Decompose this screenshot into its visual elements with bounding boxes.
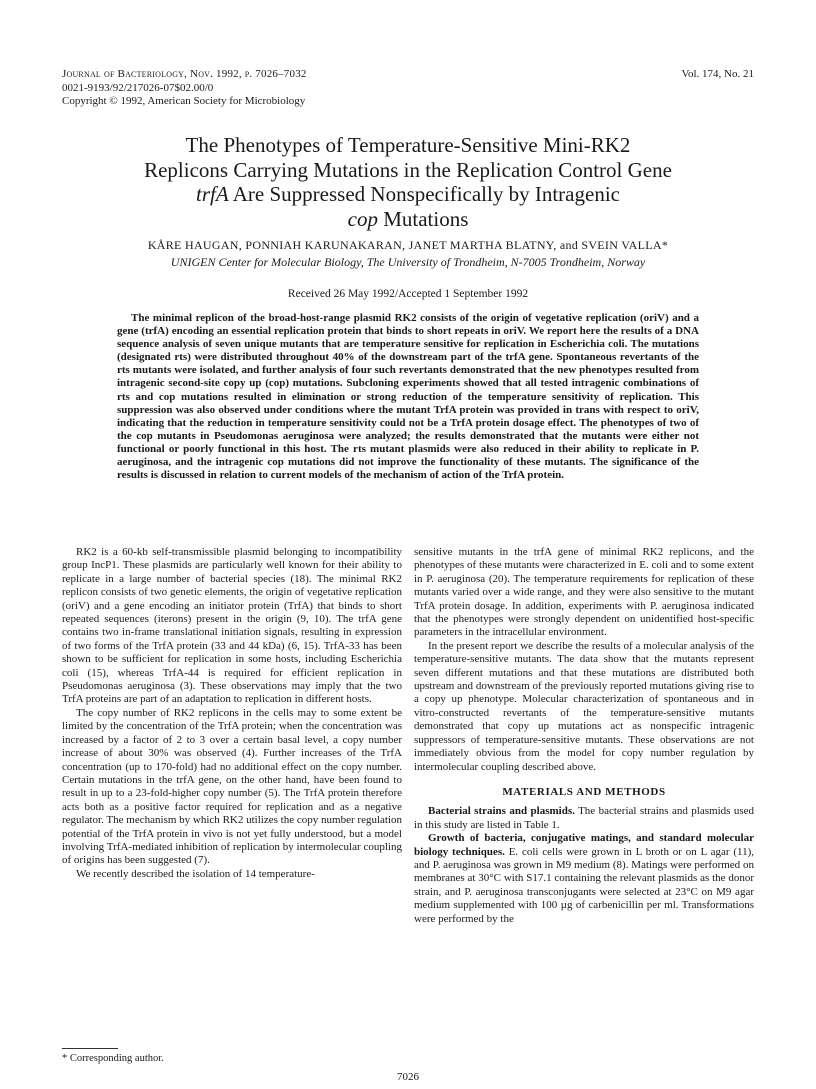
body-paragraph: RK2 is a 60-kb self-transmissible plasmid belonging to incompatibility group IncP1. These plasmids are particularly well known for their ability to replicate in a large number of bacterial species (18). The minimal RK2 replicon consists of two genetic elements, the origin of vegetative replication (oriV) and a gene encoding an initiator protein (TrfA) that binds to short repeated sequences (iterons) present in the origin (9, 10). The trfA gene contains two in-frame translational initiation signals, resulting in expression of two forms of the TrfA protein (33 and 44 kDa) (6, 15). TrfA-33 has been shown to be sufficient for replication in some hosts, including Escherichia coli (15), whereas TrfA-44 is required for efficient replication in Pseudomonas aeruginosa (3). These observations may imply that the two TrfA proteins are part of an adaptation to replication in different hosts. [62, 546, 402, 706]
footnote: * Corresponding author. [62, 1053, 164, 1064]
abstract: The minimal replicon of the broad-host-range plasmid RK2 consists of the origin of vegetative replication (oriV) and a gene (trfA) encoding an essential replication protein that binds to short repeats in oriV. We report here the results of a DNA sequence analysis of seven unique mutants that are temperature sensitive for replication in Escherichia coli. The mutations (designated rts) were distributed throughout 40% of the downstream part of the trfA gene. Spontaneous revertants of the rts mutants were isolated, and further analysis of four such revertants demonstrated that the new phenotypes resulted from intragenic second-site copy up (cop) mutations. Subcloning experiments showed that all tested intragenic combinations of rts and cop mutations resulted in elimination or strong reduction of the temperature sensitivity of replication. This suppression was also observed under conditions where the mutant TrfA protein was provided in trans with respect to oriV, indicating that the reduction in temperature sensitivity could not be a TrfA protein dosage effect. The phenotypes of two of the cop mutants in Pseudomonas aeruginosa were analyzed; the results demonstrated that the mutants were either not functional or poorly functional in this host. The rts mutant plasmids were also reduced in their ability to replicate in P. aeruginosa, and the intragenic cop mutations did not improve the functionality of these mutants. The significance of the results is discussed in relation to current models of the mechanism of action of the TrfA protein. [117, 312, 699, 482]
footnote-divider [62, 1048, 118, 1049]
body-paragraph [414, 805, 754, 832]
affiliation: UNIGEN Center for Molecular Biology, The University of Trondheim, N-7005 Trondheim, Norway [170, 255, 646, 269]
run-in-heading: Bacterial strains and plasmids. [428, 805, 575, 818]
title-line-1: The Phenotypes of Temperature-Sensitive Mini-RK2 [185, 133, 631, 157]
body-paragraph: In the present report we describe the results of a molecular analysis of the temperature-sensitive mutants. The data show that the mutants represent seven different mutations and that these mutations are distributed both upstream and downstream of the previously reported mutations giving rise to a copy up phenotype. Molecular characterization of spontaneous and in vitro-constructed revertants of the temperature-sensitive mutants demonstrated that copy up mutations act as nonspecific intragenic suppressors of temperature-sensitive mutants. These observations are not immediately obvious from the model for copy number regulation by intermolecular coupling described above. [414, 639, 754, 773]
page-number: 7026 [397, 1071, 419, 1083]
paragraph-text: The bacterial strains and plasmids used in this study are listed in Table 1. [414, 805, 755, 831]
title-line-4-rest: Mutations [377, 206, 469, 231]
author-list: KÅRE HAUGAN, PONNIAH KARUNAKARAN, JANET MARTHA BLATNY, and SVEIN VALLA* [147, 238, 669, 252]
title-line-3-rest: Are Suppressed Nonspecifically by Intragenic [228, 182, 620, 206]
title-line-3 [60, 182, 756, 207]
article-code: 0021-9193/92/217026-07$02.00/0 [62, 81, 214, 94]
received-dates: Received 26 May 1992/Accepted 1 September 1992 [287, 288, 529, 300]
body-paragraph: We recently described the isolation of 14 temperature- [76, 867, 315, 880]
running-header [62, 68, 307, 109]
title-cop-word: cop [347, 206, 378, 231]
volume-label: Vol. 174, No. 21 [681, 68, 754, 80]
title-line-4 [60, 207, 756, 232]
body-paragraph: The copy number of RK2 replicons in the cells may to some extent be limited by the concentration of the TrfA protein; when the concentration was increased by a factor of 2 to 3 over a certain basal level, a copy number increase of about 30% was observed (4). Further increases of the TrfA concentration (up to 170-fold) had no additional effect on the copy number. Certain mutations in the trfA gene, on the other hand, have been found to result in up to a 23-fold-higher copy number (5). The TrfA protein therefore acts both as a positive factor required for replication and as a negative regulator. The mechanism by which RK2 utilizes the copy number regulation potential of the TrfA protein in vivo is not yet fully understood, but a model involving TrfA-mediated inhibition of replication by intermolecular coupling of origins has been suggested (7). [62, 706, 402, 867]
copyright-line: Copyright © 1992, American Society for Microbiology [62, 95, 306, 107]
title-line-2: Replicons Carrying Mutations in the Replication Control Gene [144, 157, 672, 182]
title-gene-name: trfA [196, 182, 229, 206]
body-paragraph: sensitive mutants in the trfA gene of minimal RK2 replicons, and the phenotypes of these mutants were characterized in E. coli and to some extent in P. aeruginosa (20). The temperature requirements for replication of these mutants varied over a wide range, and they were also sensitive to the mutant TrfA protein dosage. In addition, experiments with P. aeruginosa indicated that the phenotypes were strongly dependent on unidentified host-specific parameters in the intracellular environment. [414, 546, 754, 639]
paragraph-text: E. coli cells were grown in L broth or on L agar (11), and P. aeruginosa was grown in M9 medium (8). Matings were performed on membranes at 30°C with S17.1 containing the relevant plasmids as the donor strain, and P. aeruginosa transconjugants were selected at 23°C on M9 agar medium supplemented with 100 µg of carbenicillin per ml. Transformations were performed by the [414, 845, 754, 925]
journal-citation: Journal of Bacteriology, Nov. 1992, p. 7026–7032 [62, 68, 307, 80]
article-title [60, 133, 756, 231]
body-paragraph [414, 832, 754, 926]
section-heading: MATERIALS AND METHODS [502, 785, 666, 798]
body-column-right [414, 546, 754, 926]
body-column-left [62, 546, 402, 881]
run-in-heading: Growth of bacteria, conjugative matings, and standard molecular biology techniques. [414, 832, 754, 858]
